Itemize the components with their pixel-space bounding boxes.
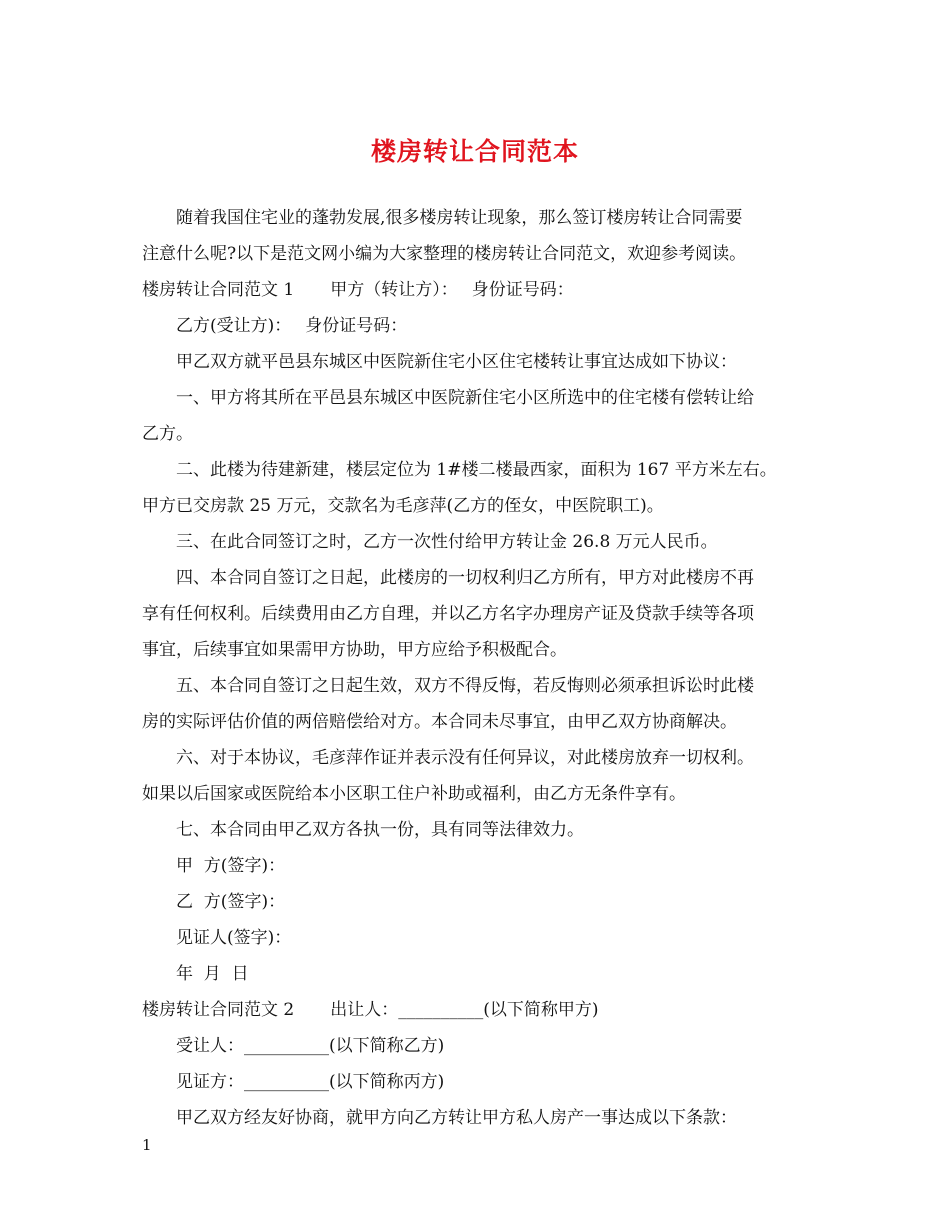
- clause-line: 如果以后国家或医院给本小区职工住户补助或福利，由乙方无条件享有。: [142, 784, 686, 804]
- clause-line: 事宜，后续事宜如果需甲方协助，甲方应给予积极配合。: [142, 640, 567, 660]
- document-title: 楼房转让合同范本: [370, 137, 579, 166]
- buyer-line: 受让人：__________(以下简称乙方): [176, 1036, 445, 1056]
- clause-line: 二、此楼为待建新建，楼层定位为 1#楼二楼最西家，面积为 167 平方米左右。: [176, 460, 777, 480]
- signature-witness: 见证人(签字)：: [176, 928, 292, 948]
- clause-line: 七、本合同由甲乙双方各执一份，具有同等法律效力。: [176, 820, 584, 840]
- id-a-label: 身份证号码：: [471, 280, 574, 300]
- clause-line: 一、甲方将其所在平邑县东城区中医院新住宅小区所选中的住宅楼有偿转让给: [176, 388, 754, 408]
- party-b-label: 乙方(受让方)：: [176, 316, 292, 336]
- party-a-label: 甲方（转让方）：: [330, 280, 458, 300]
- clause-line: 四、本合同自签订之日起，此楼房的一切权利归乙方所有，甲方对此楼房不再: [176, 568, 754, 588]
- signature-date: 年 月 日: [176, 964, 249, 984]
- witness-line: 见证方：__________(以下简称丙方): [176, 1072, 445, 1092]
- seller-line: 出让人：__________(以下简称甲方): [330, 1000, 599, 1020]
- clause-line: 五、本合同自签订之日起生效，双方不得反悔，若反悔则必须承担诉讼时此楼: [176, 676, 754, 696]
- id-b-label: 身份证号码：: [305, 316, 408, 336]
- intro-line-1: 随着我国住宅业的蓬勃发展,很多楼房转让现象，那么签订楼房转让合同需要: [176, 208, 743, 228]
- clause-line: 六、对于本协议，毛彦萍作证并表示没有任何异议，对此楼房放弃一切权利。: [176, 748, 754, 768]
- clause-line: 甲方已交房款 25 万元，交款名为毛彦萍(乙方的侄女，中医院职工)。: [142, 496, 664, 516]
- sample1-heading: 楼房转让合同范文 1: [142, 280, 295, 300]
- page-number: 1: [142, 1136, 152, 1154]
- party-b-line: [176, 315, 407, 337]
- signature-party-b: 乙 方(签字)：: [176, 892, 286, 912]
- sample2-header-line: [142, 999, 599, 1021]
- clause-line: 甲乙双方就平邑县东城区中医院新住宅小区住宅楼转让事宜达成如下协议：: [176, 352, 737, 372]
- clause-line: 房的实际评估价值的两倍赔偿给对方。本合同未尽事宜，由甲乙双方协商解决。: [142, 712, 737, 732]
- clause-line: 三、在此合同签订之时，乙方一次性付给甲方转让金 26.8 万元人民币。: [176, 532, 718, 552]
- intro-line-2: 注意什么呢?以下是范文网小编为大家整理的楼房转让合同范文，欢迎参考阅读。: [142, 244, 747, 264]
- clause-line: 享有任何权利。后续费用由乙方自理，并以乙方名字办理房产证及贷款手续等各项: [142, 604, 754, 624]
- clause-line: 乙方。: [142, 424, 193, 444]
- agreement-line: 甲乙双方经友好协商，就甲方向乙方转让甲方私人房产一事达成以下条款：: [176, 1108, 737, 1128]
- sample2-heading: 楼房转让合同范文 2: [142, 1000, 295, 1020]
- signature-party-a: 甲 方(签字)：: [176, 856, 286, 876]
- sample1-header-line: [142, 279, 574, 301]
